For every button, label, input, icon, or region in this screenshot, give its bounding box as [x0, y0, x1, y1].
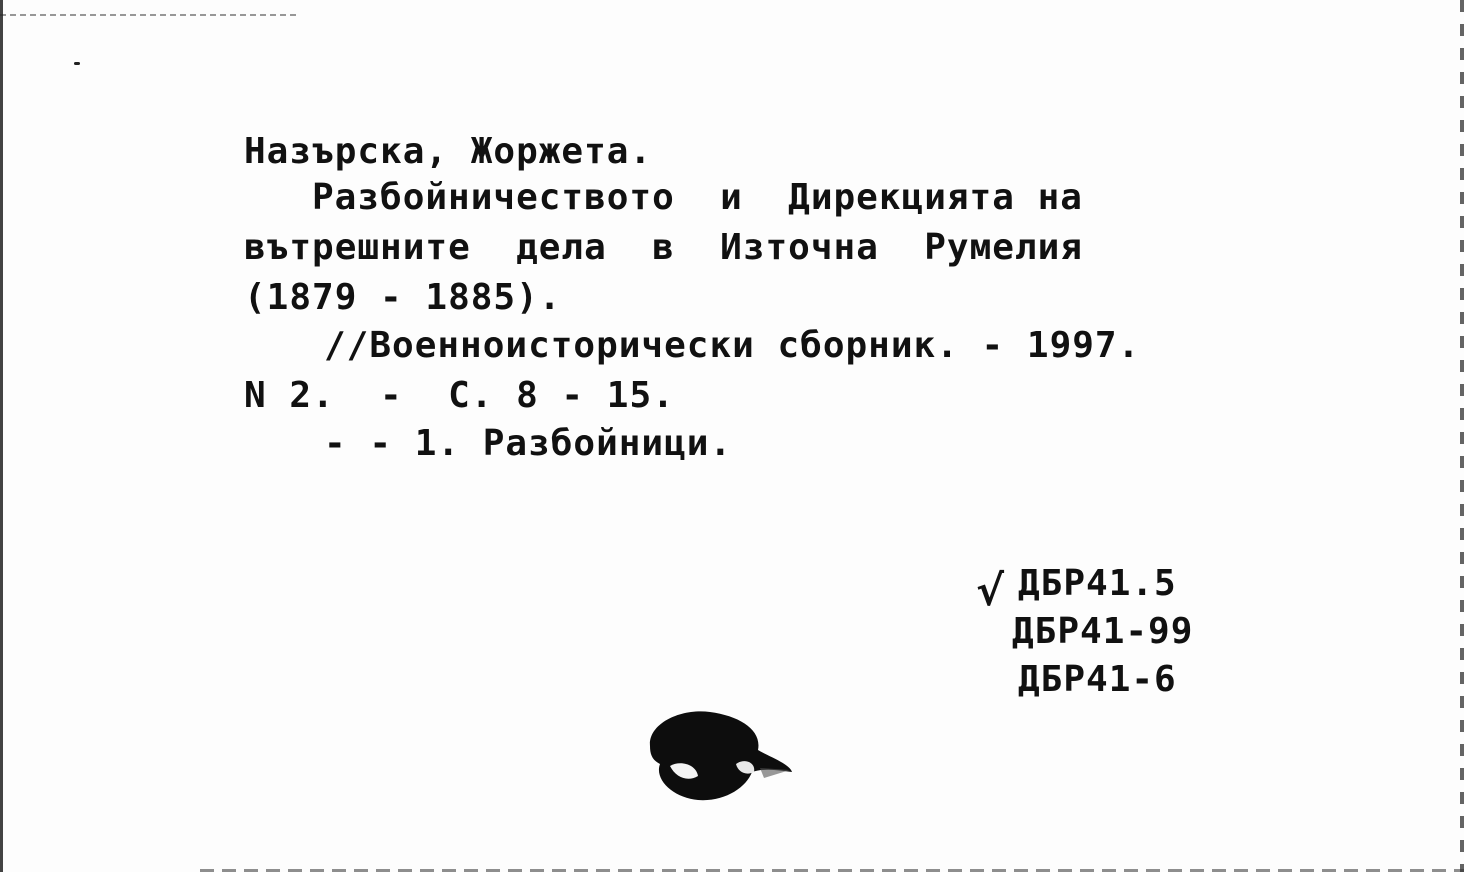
check-mark: √ [976, 566, 1005, 615]
title-line-3: (1879 - 1885). [244, 277, 562, 318]
source-line-2: N 2. - С. 8 - 15. [244, 375, 675, 416]
author-line: Назърска, Жоржета. [244, 131, 653, 172]
shelf-mark-2: ДБР41-99 [1012, 611, 1194, 652]
title-line-1: Разбойничеството и Дирекцията на [312, 177, 1083, 218]
subject-heading: - - 1. Разбойници. [324, 423, 733, 464]
scan-edge-top [0, 14, 300, 16]
scan-edge-right [1460, 0, 1464, 872]
shelf-mark-3: ДБР41-6 [1018, 659, 1177, 700]
title-line-2: вътрешните дела в Източна Румелия [244, 227, 1083, 268]
scan-speck [74, 62, 80, 65]
ink-blot [640, 706, 800, 806]
source-line-1: //Военноисторически сборник. - 1997. [324, 325, 1141, 366]
scan-edge-left [0, 0, 3, 872]
shelf-mark-1: ДБР41.5 [1018, 563, 1177, 604]
